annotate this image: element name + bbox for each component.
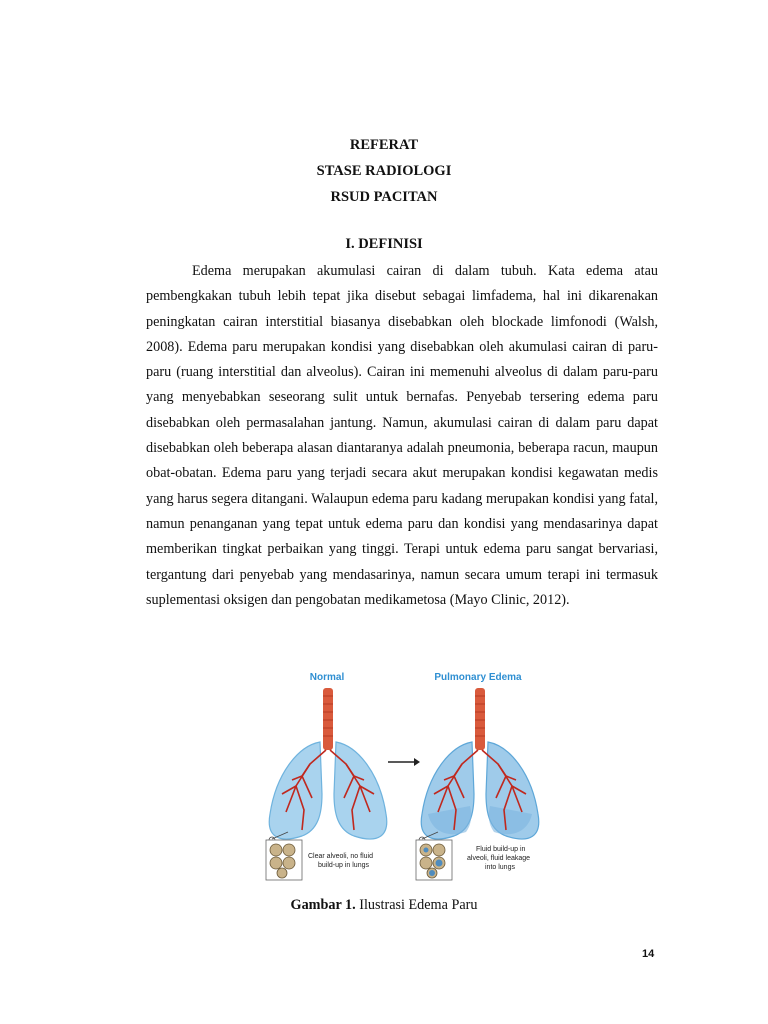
page-number: 14: [642, 948, 655, 960]
edema-note-line2: alveoli, fluid leakage: [467, 855, 531, 862]
figure-title-edema: Pulmonary Edema: [434, 672, 522, 683]
normal-note-line1: Clear alveoli, no fluid: [308, 853, 373, 860]
definition-paragraph: Edema merupakan akumulasi cairan di dalam tubuh. Kata edema atau pembengkakan tubuh lebih tepat jika disebut sebagai limfadema, hal ini dikarenakan peningkatan cairan interstitial biasanya disebabkan oleh blockade limfonodi (Walsh, 2008). Edema paru merupakan kondisi yang disebabkan oleh akumulasi cairan di paru-paru (ruang interstitial dan alveolus). Cairan ini memenuhi alveolus di dalam paru-paru yang menyebabkan seseorang sulit untuk bernafas. Penyebab tersering edema paru disebabkan oleh permasalahan jantung. Namun, akumulasi cairan di dalam paru dapat disebabkan oleh beberapa alasan diantaranya adalah pneumonia, beberapa racun, maupun obat-obatan. Edema paru yang terjadi secara akut merupakan kondisi kegawatan medis yang harus segera ditangani. Walaupun edema paru kadang merupakan kondisi yang fatal, namun penanganan yang tepat untuk edema paru dan kondisi yang mendasarinya dapat memberikan tingkat perbaikan yang tinggi. Terapi untuk edema paru sangat bervariasi, tergantung dari penyebab yang mendasarinya, namun secara umum terapi ini termasuk suplementasi oksigen dan pengobatan medikametosa (Mayo Clinic, 2012).: [146, 263, 658, 608]
edema-lungs: [416, 688, 539, 880]
header-subtitle: STASE RADIOLOGI: [316, 163, 452, 179]
section-title: I. DEFINISI: [345, 236, 423, 252]
arrow-icon: [388, 758, 420, 766]
normal-note-line2: build-up in lungs: [318, 862, 369, 869]
caption-text: Ilustrasi Edema Paru: [355, 897, 478, 913]
header-title: REFERAT: [349, 137, 419, 153]
lung-illustration: [262, 664, 546, 886]
edema-note-line1: Fluid build-up in: [476, 846, 526, 853]
figure-title-normal: Normal: [309, 672, 345, 683]
lung-figure: [262, 664, 546, 886]
figure-caption: [0, 897, 768, 914]
caption-label: Gambar 1.: [290, 897, 356, 913]
edema-note-line3: into lungs: [485, 864, 515, 871]
normal-lungs: [266, 688, 387, 880]
header-hospital: RSUD PACITAN: [330, 189, 438, 205]
